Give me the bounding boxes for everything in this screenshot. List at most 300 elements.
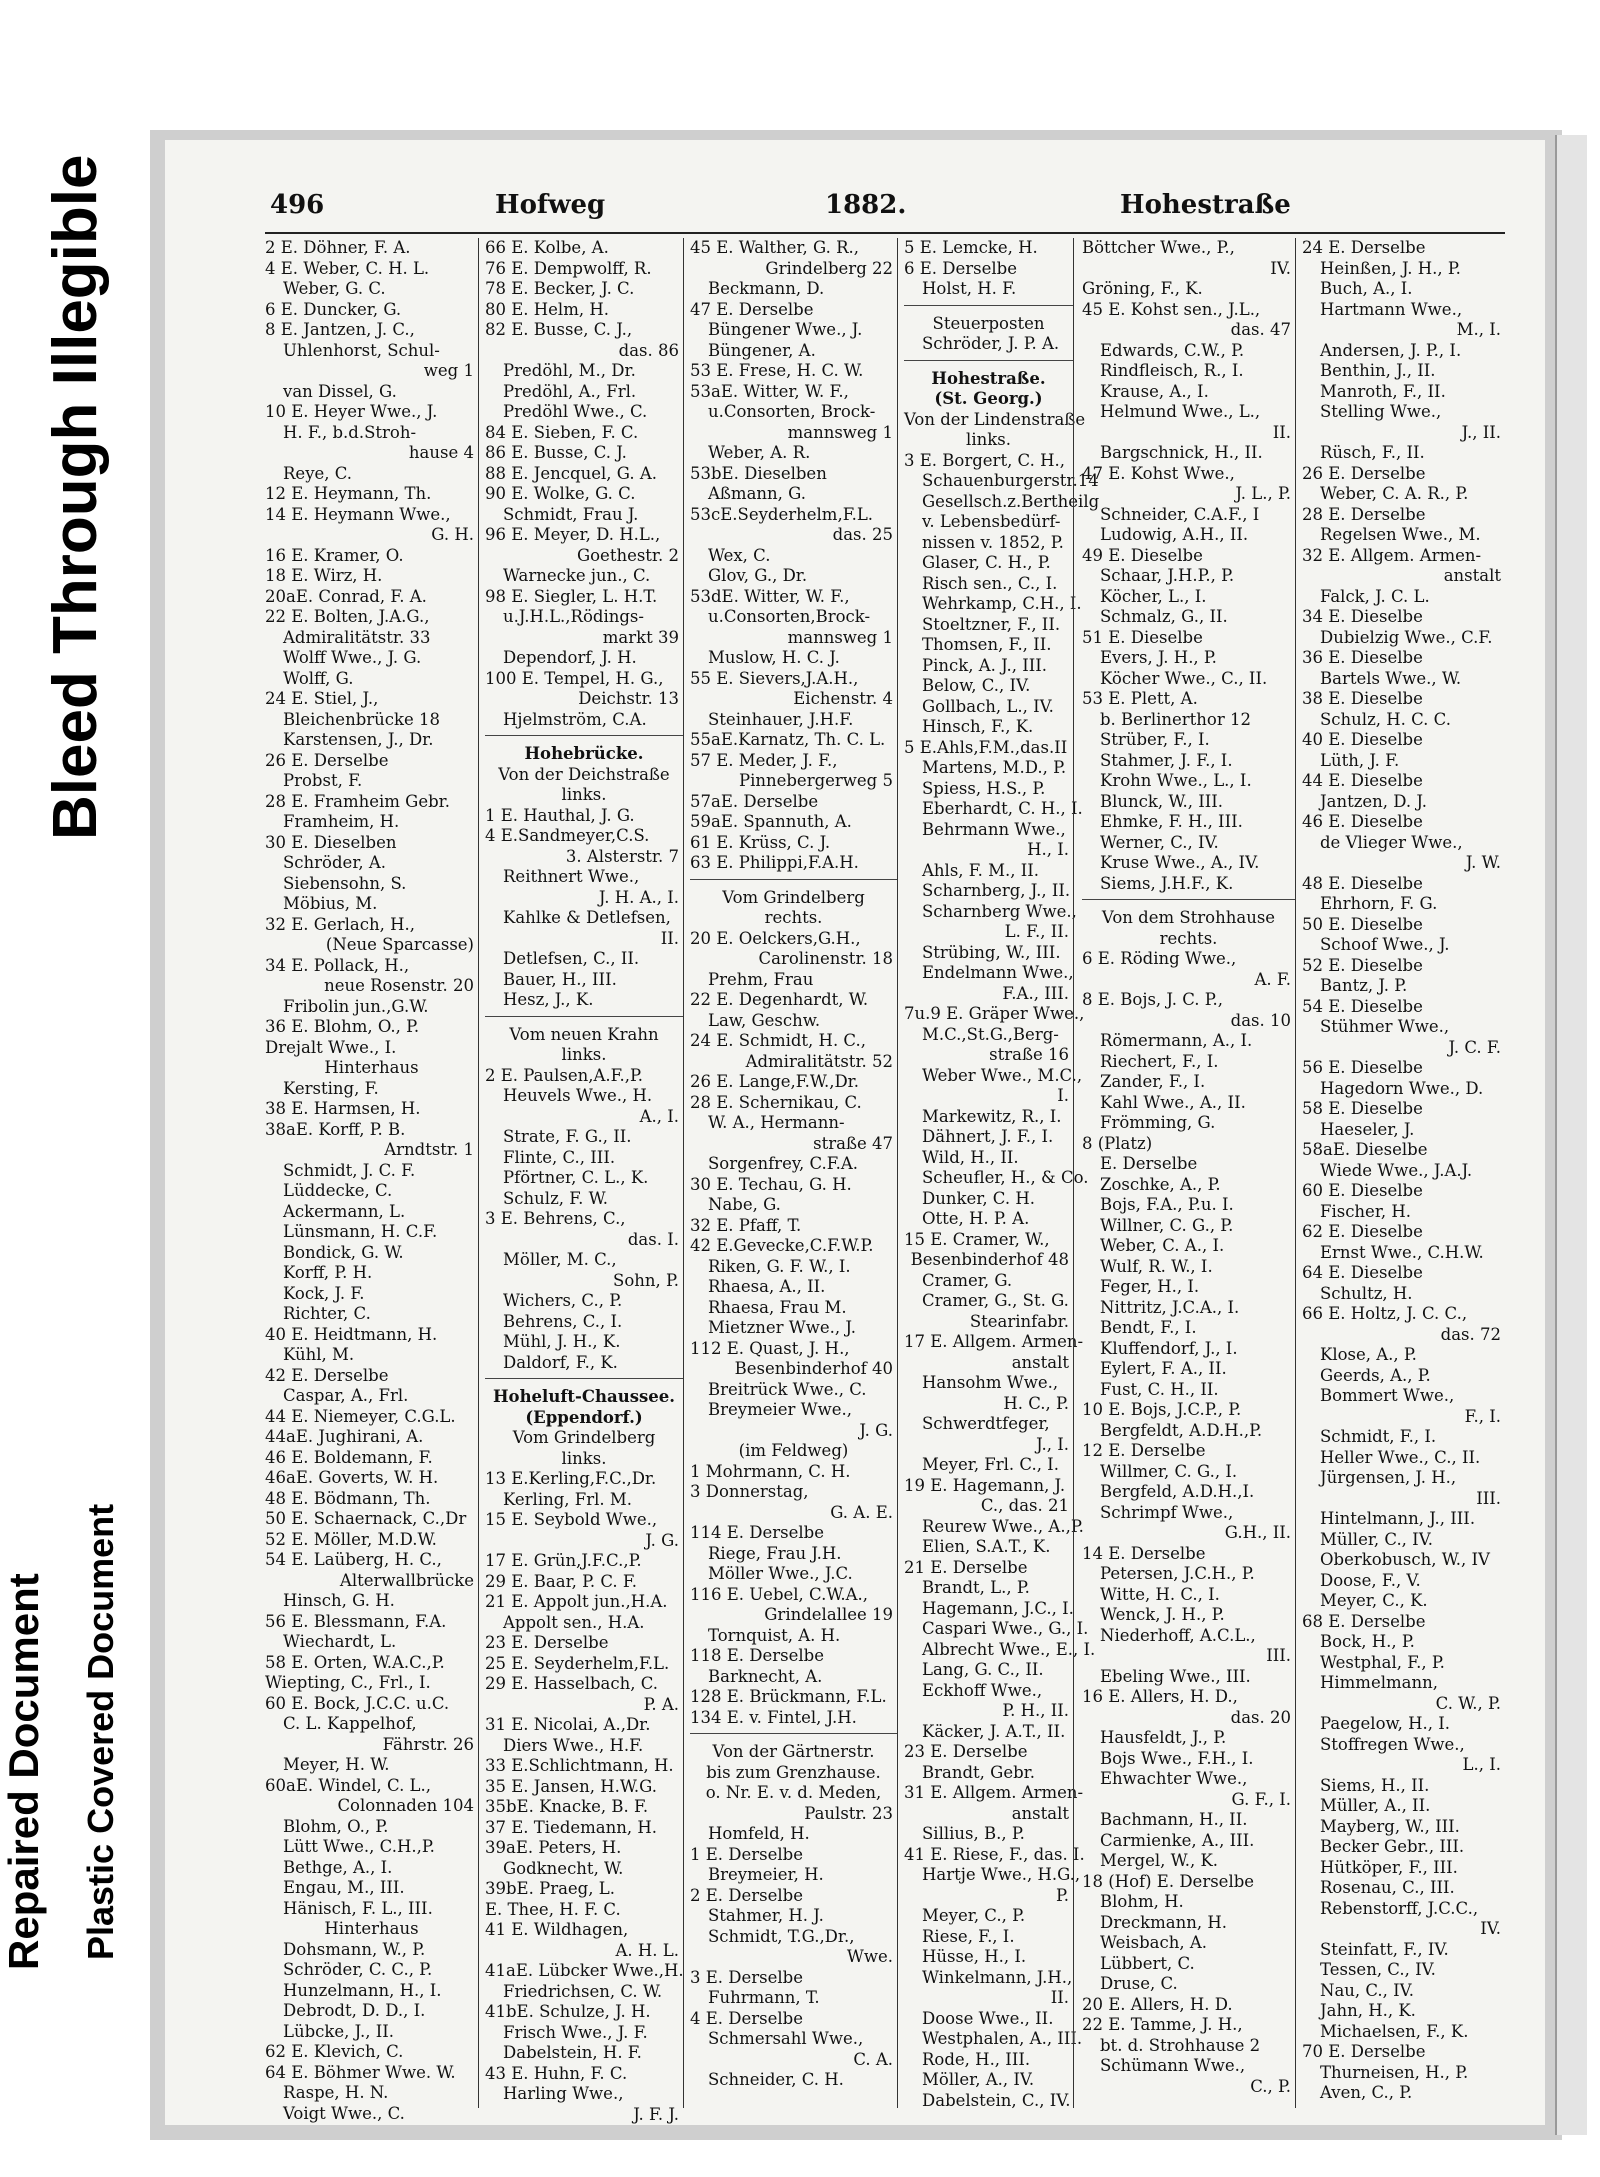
directory-entry: mannsweg 1 [787, 627, 893, 647]
directory-entry: L., I. [1462, 1755, 1501, 1774]
directory-entry: 8 E. Jantzen, J. C., [265, 320, 415, 339]
directory-entry: Frömming, G. [1100, 1113, 1216, 1132]
directory-entry: 34 E. Dieselbe [1302, 607, 1423, 626]
directory-entry: Schümann Wwe., [1100, 2056, 1246, 2075]
directory-entry: 8 E. Bojs, J. C. P., [1082, 990, 1224, 1009]
directory-entry: Schröder, C. C., P. [283, 1960, 433, 1979]
directory-entry: Von der Lindenstraße [904, 409, 1086, 429]
directory-entry: 12 E. Derselbe [1082, 1441, 1206, 1460]
directory-entry: Wex, C. [708, 545, 771, 565]
directory-entry: Rüsch, F., II. [1320, 443, 1425, 462]
directory-entry: Siems, J.H.F., K. [1100, 873, 1234, 893]
directory-entry: Debrodt, D. D., I. [283, 2001, 426, 2020]
directory-entry: Hartje Wwe., H.G., [922, 1865, 1081, 1884]
directory-entry: 43 E. Huhn, F. C. [485, 2063, 628, 2083]
directory-entry: IV. [1270, 258, 1291, 278]
directory-entry: van Dissel, G. [283, 381, 397, 401]
directory-entry: 32 E. Gerlach, H., [265, 914, 415, 934]
directory-entry: Bantz, J. P. [1320, 976, 1408, 995]
directory-entry: 39bE. Praeg, L. [485, 1879, 615, 1898]
directory-entry: hause 4 [408, 443, 474, 462]
directory-entry: 34 E. Pollack, H., [265, 955, 410, 975]
directory-entry: 16 E. Allers, H. D., [1082, 1687, 1238, 1706]
directory-entry: Aven, C., P. [1320, 2083, 1413, 2102]
directory-entry: Doose Wwe., II. [922, 2008, 1054, 2028]
directory-entry: Schmidt, Frau J. [503, 504, 639, 524]
directory-entry: 2 E. Paulsen,A.F.,P. [485, 1065, 644, 1085]
directory-entry: Schulz, H. C. C. [1320, 709, 1451, 729]
directory-entry: 44 E. Dieselbe [1302, 771, 1423, 790]
directory-entry: links. [561, 785, 607, 804]
directory-entry: Fischer, H. [1320, 1201, 1412, 1221]
street-heading: (St. Georg.) [934, 389, 1043, 408]
directory-entry: bt. d. Strohhause 2 [1100, 2035, 1261, 2055]
directory-entry: (im Feldweg) [738, 1441, 849, 1460]
directory-entry: Weber, G. C. [283, 279, 386, 298]
directory-entry: Möller, M. C., [503, 1250, 617, 1269]
directory-entry: Becker Gebr., III. [1320, 1837, 1465, 1856]
directory-entry: Dohsmann, W., P. [283, 1939, 426, 1959]
directory-entry: 20aE. Conrad, F. A. [265, 586, 427, 606]
directory-entry: Römermann, A., I. [1100, 1031, 1253, 1050]
directory-entry: Godknecht, W. [503, 1858, 624, 1878]
directory-entry: Steuerposten [932, 313, 1045, 333]
directory-entry: Carmienke, A., III. [1100, 1830, 1255, 1850]
directory-entry: Benthin, J., II. [1320, 361, 1436, 380]
directory-entry: 56 E. Blessmann, F.A. [265, 1611, 447, 1631]
directory-entry: 53 E. Plett, A. [1082, 689, 1198, 708]
directory-entry: 3 E. Borgert, C. H., [904, 450, 1065, 470]
directory-entry: Jahn, H., K. [1320, 2001, 1416, 2020]
directory-entry: Steinfatt, F., IV. [1320, 1939, 1449, 1959]
directory-entry: A. F. [1254, 969, 1291, 989]
directory-entry: Heinßen, J. H., P. [1320, 258, 1461, 278]
directory-entry: Bergfeldt, A.D.H.,P. [1100, 1420, 1263, 1440]
right-running-title: Hohestraße [1120, 190, 1291, 220]
directory-entry: 24 E. Stiel, J., [265, 689, 379, 708]
directory-entry: J., II. [1461, 422, 1501, 442]
directory-entry: 128 E. Brückmann, F.L. [690, 1687, 887, 1706]
directory-entry: Heuvels Wwe., H. [503, 1086, 653, 1105]
directory-entry: 5 E. Lemcke, H. [904, 238, 1038, 257]
directory-entry: Hänisch, F. L., III. [283, 1898, 433, 1918]
directory-entry: 35 E. Jansen, H.W.G. [485, 1776, 657, 1796]
directory-entry: 50 E. Schaernack, C.,Dr [265, 1509, 467, 1528]
directory-entry: Nabe, G. [708, 1195, 781, 1214]
directory-entry: Schmidt, T.G.,Dr., [708, 1926, 855, 1946]
directory-entry: 6 E. Röding Wwe., [1082, 949, 1237, 968]
directory-entry: Wehrkamp, C.H., I. [922, 594, 1082, 613]
directory-entry: 2 E. Derselbe [690, 1885, 803, 1905]
directory-entry: 31 E. Allgem. Armen- [904, 1783, 1084, 1802]
directory-entry: 68 E. Derselbe [1302, 1611, 1426, 1631]
directory-entry: 56 E. Dieselbe [1302, 1058, 1423, 1077]
directory-entry: G.H., II. [1224, 1523, 1291, 1542]
directory-entry: Arndtstr. 1 [384, 1140, 474, 1159]
directory-entry: C. L. Kappelhof, [283, 1714, 417, 1733]
directory-entry: Wolff, G. [283, 668, 354, 688]
directory-entry: 38aE. Korff, P. B. [265, 1119, 406, 1139]
directory-entry: Stearinfabr. [969, 1311, 1069, 1331]
directory-entry: Eberhardt, C. H., I. [922, 799, 1083, 818]
directory-entry: Michaelsen, F., K. [1320, 2021, 1469, 2041]
directory-entry: Riechert, F., I. [1100, 1051, 1219, 1071]
directory-entry: 13 E.Kerling,F.C.,Dr. [485, 1469, 657, 1488]
directory-entry: 62 E. Dieselbe [1302, 1222, 1423, 1241]
directory-entry: Bachmann, H., II. [1100, 1810, 1248, 1829]
directory-entry: u.Consorten,Brock- [708, 607, 871, 626]
directory-entry: 47 E. Kohst Wwe., [1082, 463, 1235, 483]
directory-entry: Schmersahl Wwe., [708, 2029, 864, 2048]
directory-entry: J. G. [645, 1530, 679, 1550]
directory-entry: das. 47 [1230, 320, 1291, 339]
directory-entry: Rebenstorff, J.C.C., [1320, 1898, 1479, 1918]
directory-entry: 32 E. Pfaff, T. [690, 1215, 802, 1235]
directory-entry: Wenck, J. H., P. [1100, 1605, 1225, 1624]
directory-entry: II. [1272, 422, 1291, 442]
directory-entry: 41 E. Riese, F., das. I. [904, 1844, 1085, 1864]
directory-entry: 66 E. Kolbe, A. [485, 238, 609, 257]
directory-entry: Law, Geschw. [708, 1010, 821, 1030]
directory-entry: Endelmann Wwe., [922, 963, 1074, 982]
directory-entry: Dabelstein, C., IV. [922, 2090, 1071, 2110]
directory-entry: Strate, F. G., II. [503, 1127, 632, 1146]
directory-entry: Predöhl Wwe., C. [503, 402, 648, 421]
directory-entry: Eichenstr. 4 [793, 689, 893, 708]
directory-entry: 60aE. Windel, C. L., [265, 1775, 432, 1795]
directory-entry: Stoffregen Wwe., [1320, 1734, 1465, 1754]
directory-entry: 51 E. Dieselbe [1082, 627, 1203, 647]
directory-entry: Glaser, C. H., P. [922, 553, 1051, 572]
directory-entry: Dabelstein, H. F. [503, 2043, 642, 2062]
directory-entry: Behrmann Wwe., [922, 819, 1066, 839]
directory-entry: Rindfleisch, R., I. [1100, 361, 1244, 380]
directory-entry: III. [1476, 1488, 1501, 1508]
directory-entry: 47 E. Derselbe [690, 299, 814, 319]
section-divider [485, 735, 683, 744]
directory-entry: Besenbinderhof 48 [910, 1250, 1069, 1269]
directory-entry: Riken, G. F. W., I. [708, 1256, 851, 1276]
directory-entry: Wichers, C., P. [503, 1291, 623, 1310]
directory-entry: 29 E. Baar, P. C. F. [485, 1571, 638, 1591]
directory-entry: J. C. F. [1448, 1037, 1501, 1057]
directory-entry: Admiralitätstr. 33 [283, 627, 431, 647]
directory-entry: 40 E. Heidtmann, H. [265, 1324, 438, 1344]
directory-entry: H., I. [1027, 840, 1069, 859]
directory-entry: Witte, H. C., I. [1100, 1584, 1220, 1604]
directory-entry: I. [1057, 1086, 1069, 1105]
directory-entry: Breitrück Wwe., C. [708, 1379, 867, 1399]
directory-entry: 38 E. Harmsen, H. [265, 1099, 421, 1118]
directory-entry: 15 E. Cramer, W., [904, 1229, 1050, 1249]
directory-entry: Haeseler, J. [1320, 1119, 1415, 1139]
directory-entry: 70 E. Derselbe [1302, 2042, 1426, 2061]
directory-entry: Hjelmström, C.A. [503, 709, 647, 729]
directory-entry: 114 E. Derselbe [690, 1523, 824, 1542]
directory-entry: Ehmke, F. H., III. [1100, 812, 1243, 831]
directory-entry: 3 E. Behrens, C., [485, 1209, 626, 1228]
directory-entry: Sillius, B., P. [922, 1824, 1025, 1843]
directory-entry: Möller, A., IV. [922, 2070, 1035, 2089]
directory-entry: Büngener Wwe., J. [708, 320, 863, 339]
directory-entry: Engau, M., III. [283, 1878, 405, 1897]
directory-entry: Falck, J. C. L. [1320, 586, 1430, 606]
directory-entry: II. [1050, 1988, 1069, 2007]
directory-entry: Eckhoff Wwe., [922, 1680, 1043, 1700]
directory-entry: 53bE. Dieselben [690, 463, 827, 483]
directory-entry: 60 E. Dieselbe [1302, 1181, 1423, 1200]
directory-entry: 4 E. Derselbe [690, 2008, 803, 2028]
directory-entry: 54 E. Dieselbe [1302, 996, 1423, 1016]
column-4 [897, 238, 1100, 2110]
directory-entry: Thurneisen, H., P. [1320, 2062, 1469, 2082]
directory-entry: Korff, P. H. [283, 1263, 373, 1282]
directory-entry: Stelling Wwe., [1320, 402, 1442, 421]
directory-entry: 58aE. Dieselbe [1302, 1140, 1428, 1159]
directory-entry: 12 E. Heymann, Th. [265, 484, 432, 503]
directory-entry: Stahmer, J. F., I. [1100, 750, 1233, 770]
directory-entry: 36 E. Dieselbe [1302, 648, 1423, 667]
left-running-title: Hofweg [495, 190, 606, 220]
directory-entry: Lübcke, J., II. [283, 2021, 394, 2041]
directory-entry: Pinck, A. J., III. [922, 655, 1048, 675]
directory-entry: Feger, H., I. [1100, 1277, 1200, 1296]
directory-entry: 14 E. Derselbe [1082, 1543, 1206, 1563]
directory-entry: 28 E. Framheim Gebr. [265, 791, 450, 811]
directory-entry: J. H. A., I. [598, 887, 679, 907]
directory-entry: Schrimpf Wwe., [1100, 1502, 1234, 1522]
directory-entry: Breymeier Wwe., [708, 1400, 853, 1419]
section-divider [904, 305, 1073, 314]
directory-entry: Bargschnick, H., II. [1100, 443, 1263, 462]
directory-entry: Bleichenbrücke 18 [283, 709, 441, 729]
directory-entry: Hintelmann, J., III. [1320, 1509, 1476, 1528]
directory-entry: 6 E. Derselbe [904, 258, 1017, 278]
column-1 [265, 238, 478, 2123]
directory-entry: 48 E. Bödmann, Th. [265, 1488, 431, 1508]
directory-entry: 23 E. Derselbe [904, 1742, 1028, 1761]
directory-entry: 39aE. Peters, H. [485, 1838, 622, 1857]
directory-entry: links. [561, 1045, 607, 1064]
directory-entry: C. W., P. [1435, 1693, 1501, 1713]
label-plastic-covered-document: Plastic Covered Document [80, 1503, 121, 1960]
directory-entry: Richter, C. [283, 1304, 371, 1323]
directory-entry: C., das. 21 [980, 1496, 1069, 1515]
directory-entry: Reye, C. [283, 463, 353, 483]
directory-entry: Kersting, F. [283, 1078, 379, 1098]
directory-entry: Rode, H., III. [922, 2049, 1031, 2069]
directory-entry: das. 10 [1230, 1010, 1291, 1030]
directory-entry: Strübing, W., III. [922, 942, 1061, 962]
directory-entry: Reurew Wwe., A.,P. [922, 1516, 1084, 1536]
directory-entry: Von der Gärtnerstr. [712, 1742, 875, 1761]
directory-entry: Cramer, G., St. G. [922, 1291, 1069, 1310]
directory-entry: Meyer, H. W. [283, 1755, 390, 1774]
directory-entry: Fährstr. 26 [382, 1734, 474, 1754]
directory-entry: 16 E. Kramer, O. [265, 545, 404, 565]
directory-entry: 1 E. Derselbe [690, 1844, 803, 1864]
directory-entry: Schröder, J. P. A. [922, 334, 1060, 353]
directory-entry: 63 E. Philippi,F.A.H. [690, 853, 859, 872]
directory-entry: Kühl, M. [283, 1345, 355, 1364]
directory-page [165, 140, 1545, 2125]
directory-entry: C. A. [853, 2049, 893, 2069]
directory-entry: Weber, C. A., I. [1100, 1236, 1225, 1255]
directory-entry: 76 E. Dempwolff, R. [485, 258, 652, 278]
column-5 [1073, 238, 1295, 2108]
directory-entry: 64 E. Böhmer Wwe. W. [265, 2062, 456, 2082]
directory-entry: u.Consorten, Brock- [708, 402, 876, 421]
directory-entry: Hagemann, J.C., I. [922, 1598, 1074, 1618]
directory-entry: 20 E. Oelckers,G.H., [690, 928, 861, 948]
directory-entry: Ernst Wwe., C.H.W. [1320, 1242, 1484, 1262]
directory-entry: b. Berlinerthor 12 [1100, 709, 1251, 729]
directory-entry: 53dE. Witter, W. F., [690, 586, 850, 606]
directory-entry: Albrecht Wwe., E., I. [922, 1639, 1096, 1659]
directory-entry: Hagedorn Wwe., D. [1320, 1078, 1484, 1098]
directory-entry: Köcher Wwe., C., II. [1100, 668, 1268, 688]
directory-entry: 53cE.Seyderhelm,F.L. [690, 504, 874, 524]
directory-entry: Zander, F., I. [1100, 1072, 1206, 1091]
directory-entry: 24 E. Derselbe [1302, 238, 1426, 257]
directory-entry: markt 39 [602, 627, 679, 647]
section-divider [1082, 899, 1295, 908]
directory-entry: 58 E. Orten, W.A.C.,P. [265, 1652, 445, 1672]
directory-entry: Scharnberg Wwe., [922, 901, 1077, 921]
directory-entry: 15 E. Seybold Wwe., [485, 1510, 658, 1529]
directory-entry: Buch, A., I. [1320, 279, 1413, 298]
directory-entry: Müller, A., II. [1320, 1796, 1431, 1815]
directory-entry: 19 E. Hagemann, J. [904, 1475, 1066, 1495]
label-repaired-document: Repaired Document [0, 1573, 47, 1970]
directory-entry: Weber, A. R. [708, 443, 811, 462]
directory-entry: 26 E. Lange,F.W.,Dr. [690, 1072, 860, 1091]
directory-entry: 86 E. Busse, C. J. [485, 443, 627, 462]
year: 1882. [825, 190, 907, 220]
directory-entry: Böttcher Wwe., P., [1082, 238, 1235, 257]
directory-entry: Prehm, Frau [708, 969, 814, 989]
directory-entry: 66 E. Holtz, J. C. C., [1302, 1304, 1468, 1323]
directory-entry: 98 E. Siegler, L. H.T. [485, 586, 658, 606]
directory-entry: Warnecke jun., C. [503, 566, 651, 585]
directory-entry: Hinterhaus [324, 1919, 419, 1938]
directory-entry: 44 E. Niemeyer, C.G.L. [265, 1406, 456, 1426]
directory-entry: Probst, F. [283, 771, 363, 790]
directory-entry: 8 (Platz) [1082, 1133, 1153, 1153]
directory-entry: 30 E. Techau, G. H. [690, 1174, 852, 1194]
directory-entry: Doose, F., V. [1320, 1570, 1421, 1590]
directory-entry: Jantzen, D. J. [1320, 791, 1427, 811]
column-2 [478, 238, 684, 2124]
directory-entry: Hausfeldt, J., P. [1100, 1728, 1227, 1747]
directory-entry: Schauenburgerstr.14 [922, 471, 1099, 490]
directory-entry: Uhlenhorst, Schul- [283, 340, 440, 360]
directory-entry: 3 Donnerstag, [690, 1482, 809, 1501]
directory-entry: Pförtner, C. L., K. [503, 1168, 649, 1187]
directory-entry: Predöhl, M., Dr. [503, 361, 636, 380]
directory-entry: Friedrichsen, C. W. [503, 1981, 663, 2001]
directory-entry: Bethge, A., I. [283, 1857, 393, 1877]
directory-entry: Kock, J. F. [283, 1283, 365, 1303]
directory-entry: 22 E. Degenhardt, W. [690, 990, 869, 1009]
directory-entry: 23 E. Derselbe [485, 1633, 609, 1652]
directory-entry: 30 E. Dieselben [265, 832, 397, 852]
directory-entry: Steinhauer, J.H.F. [708, 709, 854, 729]
directory-entry: Winkelmann, J.H., [922, 1967, 1073, 1987]
directory-entry: Weisbach, A. [1100, 1933, 1208, 1952]
facing-page-edge [1555, 135, 1587, 2135]
directory-entry: links. [966, 430, 1011, 449]
directory-entry: Dähnert, J. F., I. [922, 1127, 1054, 1146]
directory-entry: Ludowig, A.H., II. [1100, 525, 1249, 544]
directory-entry: Gröning, F., K. [1082, 279, 1203, 298]
directory-entry: Riege, Frau J.H. [708, 1543, 842, 1563]
directory-entry: Vom neuen Krahn [509, 1024, 659, 1044]
directory-entry: Nau, C., IV. [1320, 1980, 1414, 2000]
directory-entry: G. A. E. [830, 1502, 893, 1522]
directory-entry: Caspari Wwe., G., I. [922, 1619, 1089, 1638]
street-heading: (Eppendorf.) [525, 1407, 643, 1427]
directory-entry: Andersen, J. P., I. [1320, 340, 1462, 360]
directory-entry: o. Nr. E. v. d. Meden, [705, 1783, 882, 1802]
directory-entry: 96 E. Meyer, D. H.L., [485, 525, 661, 544]
side-labels [0, 0, 150, 2177]
directory-entry: 32 E. Allgem. Armen- [1302, 545, 1482, 565]
directory-entry: E. Derselbe [1100, 1154, 1198, 1173]
directory-entry: das. 72 [1440, 1324, 1501, 1344]
directory-entry: Willner, C. G., P. [1100, 1215, 1234, 1235]
directory-entry: Krause, A., I. [1100, 381, 1209, 401]
directory-entry: Schneider, C. H. [708, 2070, 844, 2089]
directory-entry: Stoeltzner, F., II. [922, 614, 1061, 634]
directory-entry: Blohm, H. [1100, 1892, 1184, 1911]
directory-entry: Weber Wwe., M.C., [922, 1065, 1083, 1085]
directory-entry: H. F., b.d.Stroh- [283, 422, 417, 442]
directory-entry: Holst, H. F. [922, 279, 1017, 298]
directory-entry: 21 E. Derselbe [904, 1557, 1028, 1577]
directory-entry: Otte, H. P. A. [922, 1209, 1030, 1228]
directory-entry: Fuhrmann, T. [708, 1988, 820, 2007]
directory-entry: 60 E. Bock, J.C.C. u.C. [265, 1693, 450, 1713]
directory-entry: 22 E. Bolten, J.A.G., [265, 607, 430, 626]
directory-entry: Paegelow, H., I. [1320, 1714, 1451, 1733]
directory-entry: Fribolin jun.,G.W. [283, 996, 429, 1016]
directory-entry: 57 E. Meder, J. F., [690, 750, 838, 770]
directory-entry: Schwerdtfeger, [922, 1414, 1050, 1433]
directory-entry: Tessen, C., IV. [1320, 1960, 1436, 1979]
directory-entry: 22 E. Tamme, J. H., [1082, 2015, 1243, 2034]
directory-entry: Brandt, L., P. [922, 1578, 1030, 1597]
directory-entry: 26 E. Derselbe [1302, 463, 1426, 483]
directory-entry: 3. Alsterstr. 7 [565, 846, 679, 866]
directory-entry: Grindelallee 19 [764, 1605, 893, 1624]
directory-entry: 46aE. Goverts, W. H. [265, 1468, 439, 1487]
directory-entry: Drejalt Wwe., I. [265, 1037, 397, 1057]
directory-entry: 35bE. Knacke, B. F. [485, 1797, 649, 1816]
directory-entry: Werner, C., IV. [1100, 832, 1219, 852]
directory-entry: Meyer, Frl. C., I. [922, 1455, 1059, 1474]
directory-entry: Aßmann, G. [708, 484, 807, 503]
directory-entry: 49 E. Dieselbe [1082, 545, 1203, 565]
directory-entry: Wulf, R. W., I. [1100, 1256, 1213, 1276]
directory-entry: Riese, F., I. [922, 1926, 1015, 1946]
directory-entry: P. A. [643, 1694, 679, 1714]
directory-entry: Wwe. [846, 1947, 893, 1966]
directory-entry: J. W. [1465, 853, 1501, 872]
directory-entry: Klose, A., P. [1320, 1345, 1417, 1364]
directory-entry: Scharnberg, J., II. [922, 881, 1071, 900]
directory-entry: Heller Wwe., C., II. [1320, 1447, 1481, 1467]
